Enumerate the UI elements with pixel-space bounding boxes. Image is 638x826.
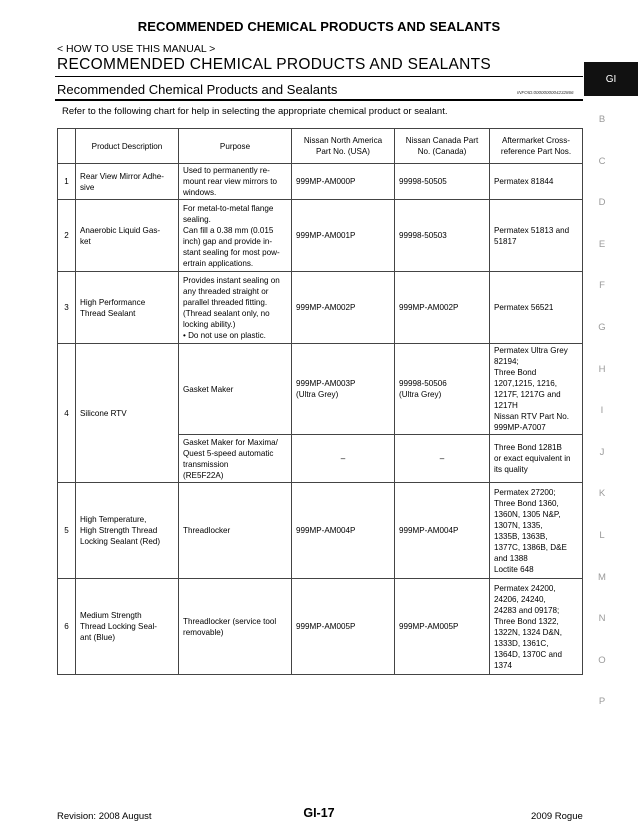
side-tab-letter[interactable]: N: [598, 613, 606, 625]
cell-line: Silicone RTV: [80, 408, 127, 418]
canada-part-cell: [395, 483, 490, 579]
cell-line: parallel threaded fitting.: [183, 297, 268, 307]
cell-line: removable): [183, 627, 224, 637]
cell-line: 1335B, 1363B,: [494, 531, 548, 541]
product-description-cell: [76, 483, 179, 579]
cell-line: Can fill a 0.38 mm (0.015: [183, 225, 274, 235]
usa-part-cell: [292, 164, 395, 200]
cell-line: 1307N, 1335,: [494, 520, 543, 530]
cell-line: (Thread sealant only, no: [183, 308, 270, 318]
footer-revision: Revision: 2008 August: [57, 811, 152, 822]
cell-line: 24206, 24240,: [494, 594, 546, 604]
aftermarket-part-cell: [490, 344, 583, 435]
cell-line: and 1388: [494, 553, 528, 563]
header-aftermarket-part-nos: Aftermarket Cross-reference Part Nos.: [490, 129, 583, 164]
cell-line: Three Bond: [494, 368, 537, 377]
table-row: [58, 344, 583, 435]
cell-line: (RE5F22A): [183, 470, 224, 480]
canada-part-cell: [395, 344, 490, 435]
cell-line: Loctite 648: [494, 564, 534, 574]
cell-line: 999MP-AM005P: [399, 622, 459, 631]
cell-line: 1360N, 1305 N&P,: [494, 509, 561, 519]
purpose-cell: [179, 435, 292, 483]
side-tab-letter[interactable]: O: [598, 654, 606, 666]
cell-line: Quest 5-speed automatic: [183, 448, 274, 458]
aftermarket-part-cell: [490, 579, 583, 675]
purpose-cell: [179, 483, 292, 579]
canada-part-cell: [395, 579, 490, 675]
product-description-cell: [76, 272, 179, 344]
cell-line: locking ability.): [183, 319, 236, 329]
cell-line: 99998-50506: [399, 379, 447, 388]
side-tab-letter[interactable]: K: [598, 488, 606, 500]
cell-line: transmission: [183, 459, 229, 469]
cell-line: 1377C, 1386B, D&E: [494, 542, 567, 552]
cell-line: High Temperature,: [80, 515, 147, 524]
table-header-row: [58, 129, 583, 164]
cell-line: Permatex 24200,: [494, 583, 556, 593]
cell-line: 1364D, 1370C and: [494, 649, 562, 659]
cell-line: 99998-50503: [399, 231, 447, 240]
canada-part-cell: [395, 272, 490, 344]
row-number: 5: [58, 483, 76, 579]
cell-line: Gasket Maker: [183, 384, 234, 394]
cell-line: –: [340, 454, 346, 463]
header-product-description: Product Description: [76, 129, 179, 164]
side-tab-letter[interactable]: P: [598, 696, 606, 708]
cell-line: 1217H: [494, 401, 518, 410]
cell-line: inch) gap and provide in-: [183, 236, 273, 246]
cell-line: Nissan RTV Part No.: [494, 412, 569, 421]
section-title: RECOMMENDED CHEMICAL PRODUCTS AND SEALANTS: [57, 56, 492, 73]
cell-line: 1217F, 1217G and: [494, 390, 561, 399]
aftermarket-part-cell: [490, 272, 583, 344]
header-purpose: Purpose: [179, 129, 292, 164]
header-usa-part-no: Nissan North America Part No. (USA): [292, 129, 395, 164]
aftermarket-part-cell: [490, 435, 583, 483]
intro-text: Refer to the following chart for help in selecting the appropriate chemical product or sealant.: [62, 106, 448, 117]
usa-part-cell: [292, 272, 395, 344]
header-number: [58, 129, 76, 164]
cell-line: or exact equivalent in: [494, 454, 571, 463]
cell-line: Permatex 27200;: [494, 487, 556, 497]
side-tab-letter[interactable]: H: [598, 363, 606, 375]
canada-part-cell: [395, 164, 490, 200]
product-description-cell: [76, 579, 179, 675]
cell-line: 999MP-AM002P: [296, 303, 356, 312]
cell-line: Permatex 51813 and: [494, 225, 570, 235]
cell-line: Thread Sealant: [80, 308, 136, 318]
product-description-cell: [76, 164, 179, 200]
cell-line: Permatex 56521: [494, 303, 554, 312]
subsection-divider: [55, 99, 583, 101]
purpose-cell: [179, 272, 292, 344]
aftermarket-part-cell: [490, 200, 583, 272]
cell-line: Gasket Maker for Maxima/: [183, 437, 278, 447]
canada-part-cell: [395, 435, 490, 483]
side-tab-letter[interactable]: I: [600, 405, 604, 417]
cell-line: Used to permanently re-: [183, 166, 270, 175]
side-tab-letter[interactable]: E: [598, 238, 606, 250]
cell-line: 51817: [494, 236, 517, 246]
purpose-cell: [179, 579, 292, 675]
cell-line: 999MP-AM001P: [296, 231, 356, 240]
table-row: [58, 579, 583, 675]
cell-line: High Strength Thread: [80, 526, 158, 535]
cell-line: any threaded straight or: [183, 286, 269, 296]
cell-line: 1207,1215, 1216,: [494, 379, 558, 388]
cell-line: (Ultra Grey): [399, 390, 442, 399]
side-tab-active[interactable]: GI: [584, 62, 638, 96]
cell-line: (Ultra Grey): [296, 390, 339, 399]
footer-page-number: GI-17: [303, 806, 335, 820]
row-number: 6: [58, 579, 76, 675]
purpose-cell: [179, 200, 292, 272]
cell-line: Anaerobic Liquid Gas-: [80, 225, 161, 235]
aftermarket-part-cell: [490, 164, 583, 200]
cell-line: Threadlocker: [183, 526, 231, 535]
product-description-cell: [76, 344, 179, 483]
cell-line: 999MP-AM003P: [296, 379, 356, 388]
page-header-title: RECOMMENDED CHEMICAL PRODUCTS AND SEALANTS: [137, 19, 501, 34]
cell-line: ket: [80, 236, 91, 246]
cell-line: 99998-50505: [399, 177, 447, 186]
usa-part-cell: [292, 579, 395, 675]
row-number: 3: [58, 272, 76, 344]
cell-line: 82194;: [494, 357, 519, 366]
cell-line: –: [439, 454, 445, 463]
cell-line: 1333D, 1361C,: [494, 638, 549, 648]
table-row: [58, 272, 583, 344]
cell-line: Permatex 81844: [494, 177, 554, 186]
subsection-title: Recommended Chemical Products and Sealants: [57, 82, 338, 97]
row-number: 4: [58, 344, 76, 483]
cell-line: Provides instant sealing on: [183, 275, 280, 285]
cell-line: Threadlocker (service tool: [183, 616, 277, 626]
aftermarket-part-cell: [490, 483, 583, 579]
table-row: [58, 200, 583, 272]
cell-line: ertrain applications.: [183, 258, 254, 268]
chemical-products-table: [57, 128, 583, 675]
purpose-cell: [179, 164, 292, 200]
cell-line: stant sealing for most pow-: [183, 247, 280, 257]
side-tab-letter[interactable]: D: [598, 197, 606, 209]
side-tab-letter[interactable]: L: [599, 530, 605, 541]
cell-line: Thread Locking Seal-: [80, 622, 157, 631]
purpose-cell: [179, 344, 292, 435]
canada-part-cell: [395, 200, 490, 272]
cell-line: mount rear view mirrors to: [183, 177, 277, 186]
cell-line: For metal-to-metal flange: [183, 203, 274, 213]
side-tab-letter[interactable]: M: [598, 571, 606, 583]
cell-line: 999MP-AM004P: [296, 526, 356, 535]
cell-line: 1374: [494, 660, 513, 670]
cell-line: Permatex Ultra Grey: [494, 346, 568, 355]
usa-part-cell: [292, 435, 395, 483]
cell-line: High Performance: [80, 297, 146, 307]
cell-line: • Do not use on plastic.: [183, 330, 266, 340]
side-tab-letter[interactable]: C: [598, 155, 606, 167]
table-row: [58, 164, 583, 200]
usa-part-cell: [292, 200, 395, 272]
cell-line: Locking Sealant (Red): [80, 537, 161, 546]
cell-line: Medium Strength: [80, 611, 142, 620]
cell-line: Three Bond 1360,: [494, 498, 559, 508]
side-tab-letter[interactable]: B: [598, 114, 606, 125]
side-tab-letter[interactable]: J: [599, 446, 605, 458]
cell-line: Three Bond 1281B: [494, 443, 562, 452]
side-tab-letter[interactable]: G: [598, 322, 606, 333]
row-number: 2: [58, 200, 76, 272]
cell-line: Three Bond 1322,: [494, 616, 559, 626]
cell-line: 999MP-AM002P: [399, 303, 459, 312]
cell-line: sive: [80, 182, 95, 192]
cell-line: 999MP-AM005P: [296, 622, 356, 631]
cell-line: its quality: [494, 465, 528, 474]
table-row: [58, 483, 583, 579]
usa-part-cell: [292, 483, 395, 579]
footer-model: 2009 Rogue: [531, 811, 583, 822]
side-tab-letter[interactable]: F: [599, 280, 605, 292]
cell-line: ant (Blue): [80, 633, 116, 642]
cell-line: 999MP-A7007: [494, 423, 546, 432]
cell-line: sealing.: [183, 214, 211, 224]
cell-line: 999MP-AM004P: [399, 526, 459, 535]
cell-line: windows.: [183, 188, 217, 197]
usa-part-cell: [292, 344, 395, 435]
product-description-cell: [76, 200, 179, 272]
cell-line: Rear View Mirror Adhe-: [80, 171, 164, 181]
section-divider: [55, 76, 583, 77]
cell-line: 1322N, 1324 D&N,: [494, 627, 562, 637]
cell-line: 999MP-AM000P: [296, 177, 356, 186]
breadcrumb[interactable]: < HOW TO USE THIS MANUAL >: [57, 43, 216, 55]
info-id-code: INFOID:0000000004232866: [517, 90, 574, 95]
row-number: 1: [58, 164, 76, 200]
cell-line: 24283 and 09178;: [494, 605, 560, 615]
header-canada-part-no: Nissan Canada Part No. (Canada): [395, 129, 490, 164]
